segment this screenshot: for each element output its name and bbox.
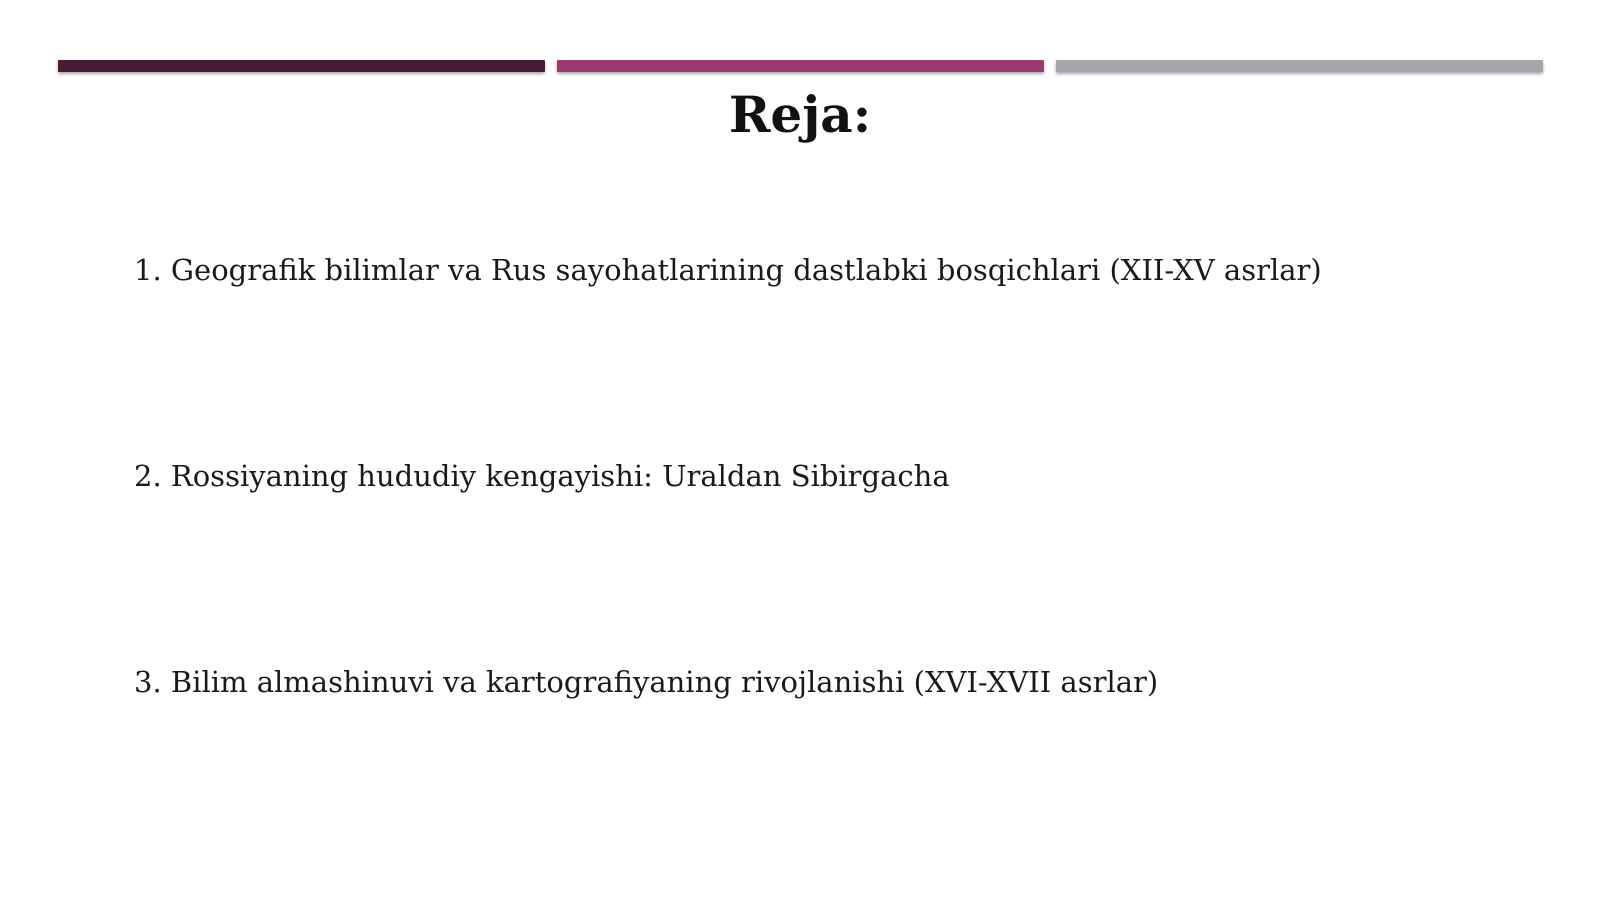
slide-title: Reja: (728, 85, 872, 144)
accent-bar-dark-purple (58, 60, 545, 72)
accent-bar-gray (1056, 60, 1543, 72)
accent-bar-magenta (557, 60, 1044, 72)
plan-item-3: 3. Bilim almashinuvi va kartografiyaning rivojlanishi (XVI-XVII asrlar) (134, 665, 1159, 699)
plan-item-1: 1. Geografik bilimlar va Rus sayohatlarining dastlabki bosqichlari (XII-XV asrlar) (134, 253, 1322, 287)
plan-item-2: 2. Rossiyaning hududiy kengayishi: Uraldan Sibirgacha (134, 459, 950, 493)
